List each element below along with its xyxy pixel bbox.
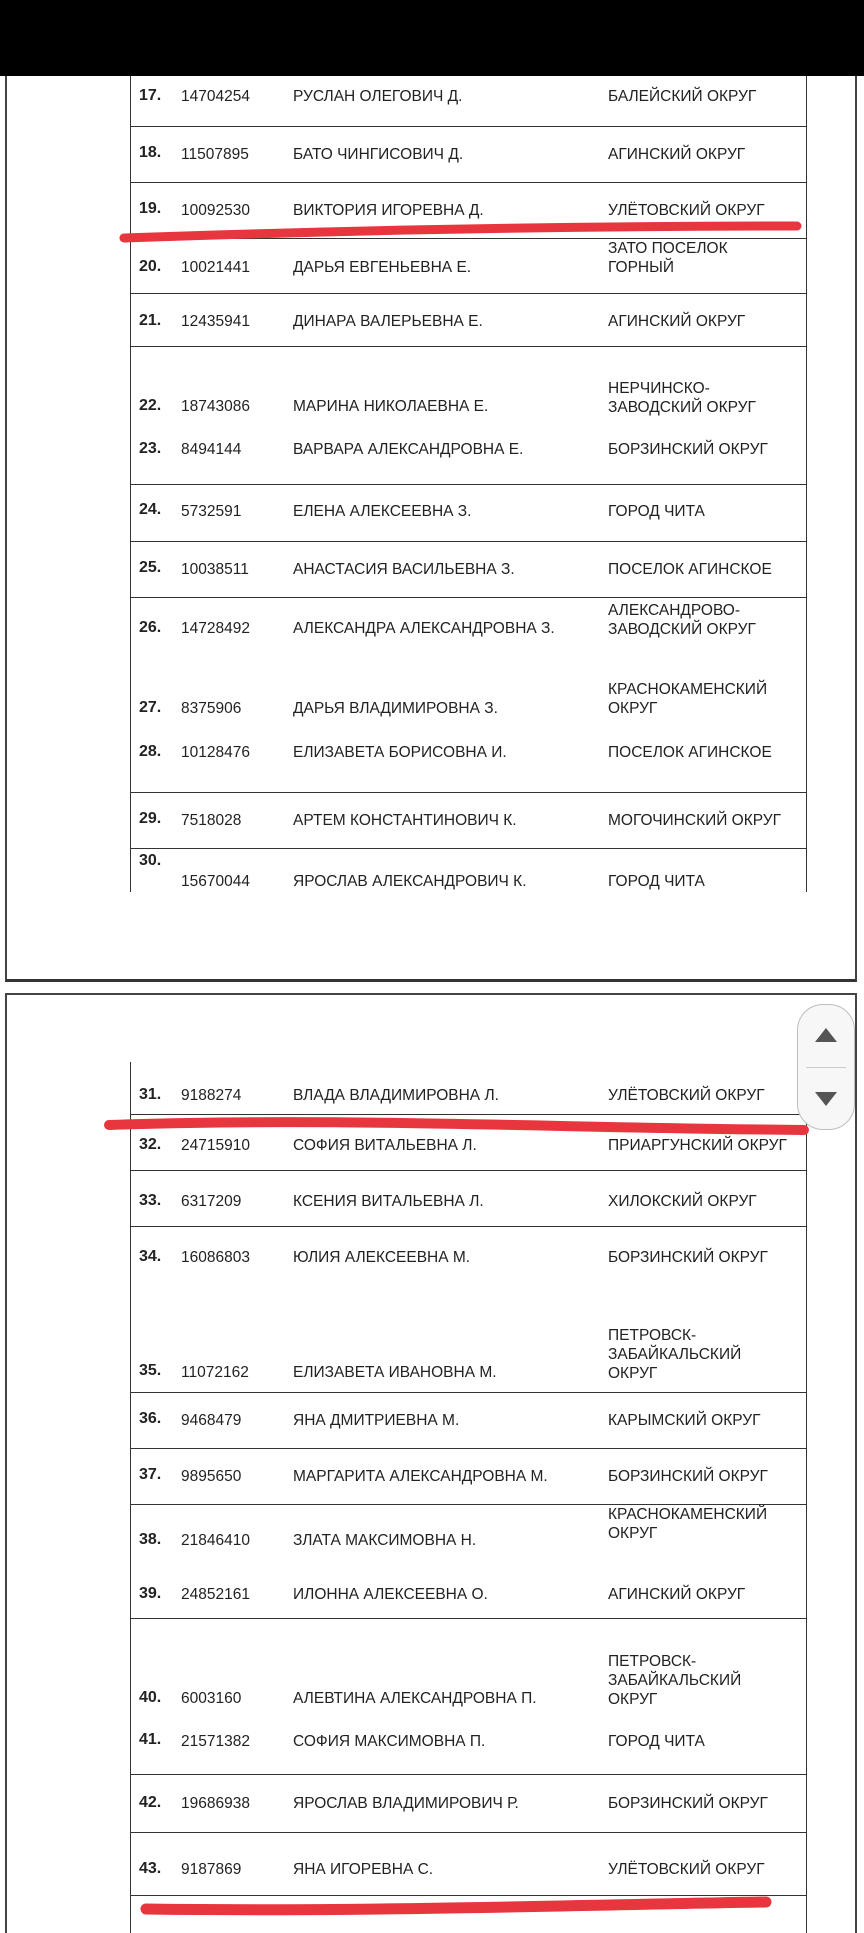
row-name: АЛЕВТИНА АЛЕКСАНДРОВНА П. [293, 1690, 537, 1707]
table-row [131, 126, 806, 182]
row-id: 8375906 [181, 700, 242, 717]
row-id: 15670044 [181, 873, 250, 890]
row-id: 24715910 [181, 1137, 250, 1154]
row-number: 32. [139, 1136, 162, 1153]
row-id: 21571382 [181, 1733, 250, 1750]
table-row [131, 293, 806, 346]
row-name: РУСЛАН ОЛЕГОВИЧ Д. [293, 88, 463, 105]
row-name: ИЛОННА АЛЕКСЕЕВНА О. [293, 1586, 488, 1603]
table-row [131, 1392, 806, 1448]
table-row [131, 182, 806, 238]
row-id: 10128476 [181, 744, 250, 761]
row-number: 33. [139, 1192, 162, 1209]
row-id: 9895650 [181, 1468, 242, 1485]
table-row [131, 76, 806, 126]
status-bar [0, 0, 864, 76]
document-page-2 [5, 993, 857, 1933]
row-name: ЕЛЕНА АЛЕКСЕЕВНА З. [293, 503, 472, 520]
table-row [131, 848, 806, 892]
table-row [131, 659, 806, 736]
row-district: АГИНСКИЙ ОКРУГ [608, 313, 746, 330]
row-id: 11072162 [181, 1364, 249, 1381]
row-id: 14704254 [181, 88, 250, 105]
row-id: 5732591 [181, 503, 242, 520]
table-row [131, 1226, 806, 1284]
row-district: БОРЗИНСКИЙ ОКРУГ [608, 1249, 768, 1266]
row-id: 16086803 [181, 1249, 250, 1266]
row-district: БАЛЕЙСКИЙ ОКРУГ [608, 88, 757, 105]
row-number: 36. [139, 1410, 162, 1427]
row-number: 25. [139, 559, 162, 576]
row-name: СОФИЯ МАКСИМОВНА П. [293, 1733, 486, 1750]
row-name: ДАРЬЯ ВЛАДИМИРОВНА З. [293, 700, 498, 717]
row-district: ПОСЕЛОК АГИНСКОЕ [608, 744, 772, 761]
row-district: МОГОЧИНСКИЙ ОКРУГ [608, 812, 782, 829]
row-number: 27. [139, 699, 162, 716]
row-name: ДАРЬЯ ЕВГЕНЬЕВНА Е. [293, 259, 472, 276]
table-row [131, 433, 806, 484]
row-id: 18743086 [181, 398, 250, 415]
table-row [131, 484, 806, 541]
row-id: 9187869 [181, 1861, 242, 1878]
row-district: ПЕТРОВСК-ЗАБАЙКАЛЬСКИЙ ОКРУГ [608, 1327, 742, 1382]
row-id: 10021441 [181, 259, 250, 276]
triangle-up-icon [814, 1027, 838, 1043]
table-row [131, 1448, 806, 1504]
row-district: ПЕТРОВСК-ЗАБАЙКАЛЬСКИЙ ОКРУГ [608, 1653, 742, 1708]
table-row [131, 1114, 806, 1170]
table-row [131, 1560, 806, 1618]
table-row [131, 346, 806, 433]
triangle-down-icon [814, 1091, 838, 1107]
row-number: 28. [139, 743, 162, 760]
table-row [131, 792, 806, 848]
row-number: 20. [139, 258, 162, 275]
row-id: 9468479 [181, 1412, 242, 1429]
row-name: ЯРОСЛАВ АЛЕКСАНДРОВИЧ К. [293, 873, 527, 890]
row-name: МАРГАРИТА АЛЕКСАНДРОВНА М. [293, 1468, 548, 1485]
results-table-1 [130, 76, 807, 892]
row-name: ЯНА ИГОРЕВНА С. [293, 1861, 434, 1878]
row-number: 40. [139, 1689, 162, 1706]
row-id: 8494144 [181, 441, 242, 458]
table-row [131, 1284, 806, 1392]
row-id: 14728492 [181, 620, 250, 637]
row-name: МАРИНА НИКОЛАЕВНА Е. [293, 398, 489, 415]
row-number: 38. [139, 1531, 162, 1548]
row-district: БОРЗИНСКИЙ ОКРУГ [608, 441, 768, 458]
results-table-2 [130, 1062, 807, 1933]
row-id: 11507895 [181, 146, 249, 163]
row-name: АНАСТАСИЯ ВАСИЛЬЕВНА З. [293, 561, 515, 578]
row-number: 24. [139, 501, 162, 518]
row-number: 29. [139, 810, 162, 827]
table-row [131, 1832, 806, 1896]
row-district: АГИНСКИЙ ОКРУГ [608, 1586, 746, 1603]
row-number: 39. [139, 1585, 162, 1602]
table-row [131, 736, 806, 792]
row-number: 42. [139, 1794, 162, 1811]
row-district: НЕРЧИНСКО-ЗАВОДСКИЙ ОКРУГ [608, 380, 756, 416]
row-id: 9188274 [181, 1087, 242, 1104]
row-number: 34. [139, 1248, 162, 1265]
row-district: ПРИАРГУНСКИЙ ОКРУГ [608, 1137, 787, 1154]
row-district: БОРЗИНСКИЙ ОКРУГ [608, 1468, 768, 1485]
row-number: 30. [139, 852, 162, 869]
row-number: 21. [139, 312, 162, 329]
table-row [131, 1718, 806, 1774]
row-name: ВИКТОРИЯ ИГОРЕВНА Д. [293, 202, 484, 219]
row-number: 23. [139, 440, 162, 457]
row-number: 26. [139, 619, 162, 636]
row-district: КРАСНОКАМЕНСКИЙ ОКРУГ [608, 1506, 768, 1542]
row-id: 10038511 [181, 561, 249, 578]
row-district: УЛЁТОВСКИЙ ОКРУГ [608, 1861, 765, 1878]
table-row [131, 1504, 806, 1560]
row-name: ЯНА ДМИТРИЕВНА М. [293, 1412, 460, 1429]
table-row [131, 597, 806, 659]
row-district: АГИНСКИЙ ОКРУГ [608, 146, 746, 163]
row-name: АРТЕМ КОНСТАНТИНОВИЧ К. [293, 812, 517, 829]
row-number: 35. [139, 1362, 162, 1379]
row-name: ЕЛИЗАВЕТА БОРИСОВНА И. [293, 744, 507, 761]
row-name: АЛЕКСАНДРА АЛЕКСАНДРОВНА З. [293, 620, 555, 637]
row-id: 6003160 [181, 1690, 242, 1707]
row-name: ЗЛАТА МАКСИМОВНА Н. [293, 1532, 477, 1549]
row-id: 19686938 [181, 1795, 250, 1812]
table-row [131, 541, 806, 597]
document-page-1 [5, 76, 857, 982]
table-row [131, 238, 806, 293]
row-name: ВЛАДА ВЛАДИМИРОВНА Л. [293, 1087, 499, 1104]
row-name: ВАРВАРА АЛЕКСАНДРОВНА Е. [293, 441, 524, 458]
row-district: ПОСЕЛОК АГИНСКОЕ [608, 561, 772, 578]
row-district: ГОРОД ЧИТА [608, 873, 705, 890]
table-row [131, 1062, 806, 1114]
row-id: 10092530 [181, 202, 250, 219]
row-district: ГОРОД ЧИТА [608, 1733, 705, 1750]
row-district: УЛЁТОВСКИЙ ОКРУГ [608, 202, 765, 219]
row-district: ГОРОД ЧИТА [608, 503, 705, 520]
row-number: 43. [139, 1860, 162, 1877]
row-number: 22. [139, 397, 162, 414]
row-name: ДИНАРА ВАЛЕРЬЕВНА Е. [293, 313, 483, 330]
page-scroll-control [797, 1004, 855, 1130]
row-name: БАТО ЧИНГИСОВИЧ Д. [293, 146, 464, 163]
row-number: 17. [139, 87, 162, 104]
scroll-down-button[interactable] [798, 1069, 854, 1129]
row-name: ЮЛИЯ АЛЕКСЕЕВНА М. [293, 1249, 471, 1266]
row-number: 19. [139, 200, 162, 217]
row-district: УЛЁТОВСКИЙ ОКРУГ [608, 1087, 765, 1104]
table-row [131, 1774, 806, 1832]
row-id: 12435941 [181, 313, 250, 330]
row-name: ЕЛИЗАВЕТА ИВАНОВНА М. [293, 1364, 497, 1381]
row-id: 24852161 [181, 1586, 250, 1603]
row-name: КСЕНИЯ ВИТАЛЬЕВНА Л. [293, 1193, 484, 1210]
row-number: 41. [139, 1731, 162, 1748]
table-row [131, 1170, 806, 1226]
row-number: 18. [139, 144, 162, 161]
row-number: 31. [139, 1086, 162, 1103]
row-district: АЛЕКСАНДРОВО-ЗАВОДСКИЙ ОКРУГ [608, 602, 756, 638]
row-district: БОРЗИНСКИЙ ОКРУГ [608, 1795, 768, 1812]
row-id: 7518028 [181, 812, 242, 829]
row-district: КАРЫМСКИЙ ОКРУГ [608, 1412, 761, 1429]
table-row [131, 1618, 806, 1718]
scroll-up-button[interactable] [798, 1005, 854, 1065]
row-id: 21846410 [181, 1532, 250, 1549]
row-district: КРАСНОКАМЕНСКИЙ ОКРУГ [608, 681, 768, 717]
row-district: ХИЛОКСКИЙ ОКРУГ [608, 1193, 757, 1210]
row-name: СОФИЯ ВИТАЛЬЕВНА Л. [293, 1137, 477, 1154]
row-number: 37. [139, 1466, 162, 1483]
row-id: 6317209 [181, 1193, 242, 1210]
row-name: ЯРОСЛАВ ВЛАДИМИРОВИЧ Р. [293, 1795, 519, 1812]
row-district: ЗАТО ПОСЕЛОК ГОРНЫЙ [608, 240, 728, 276]
